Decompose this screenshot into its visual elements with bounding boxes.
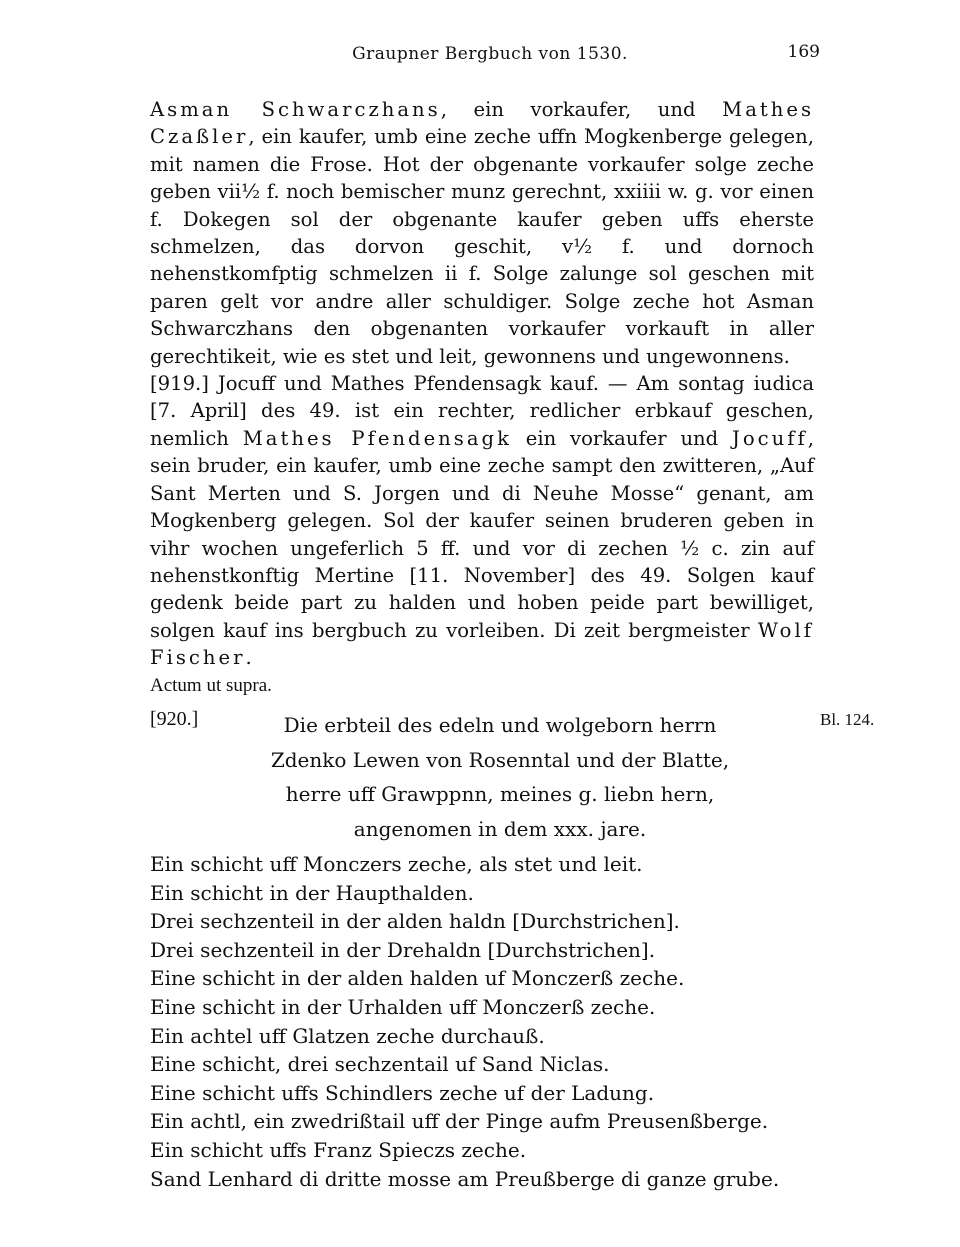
person-name: Wolf Fischer (150, 618, 814, 670)
actum-note: Actum ut supra. (150, 674, 272, 696)
person-name: Mathes Pfendensagk (242, 426, 512, 450)
entry-text: [919.] Jocuff und Mathes Pfendensagk kauf. — Am sontag iudica [7. April] des 49. ist ein rechter, redlicher erbkauf geschen, nemlich (150, 372, 814, 450)
entry-title-line: herre uff Grawppnn, meines g. liebn hern, (285, 782, 715, 806)
entry-number: [920.] (150, 708, 199, 730)
inheritance-list (150, 850, 830, 1193)
list-item: Ein achtel uff Glatzen zeche durchauß. (150, 1023, 545, 1048)
list-item: Eine schicht in der Urhalden uff Monczerß zeche. (150, 994, 656, 1019)
list-item: Eine schicht, drei sechzentail uf Sand Niclas. (150, 1052, 610, 1077)
entry-919 (150, 370, 814, 671)
paragraph-text: , ein vorkaufer, und (440, 98, 723, 121)
paragraph-sale-frose (150, 96, 814, 370)
entry-title (190, 708, 810, 846)
list-item: Eine schicht uffs Schindlers zeche uf der Ladung. (150, 1080, 655, 1105)
entry-title-line: Zdenko Lewen von Rosenntal und der Blatte, (270, 747, 730, 772)
list-item: Ein schicht uffs Franz Spieczs zeche. (150, 1137, 527, 1162)
person-name: Asman Schwarczhans (150, 98, 441, 121)
folio-reference: Bl. 124. (820, 710, 875, 729)
person-name: Jocuff (732, 426, 808, 450)
page-number: 169 (787, 42, 820, 62)
list-item: Ein schicht uff Monczers zeche, als stet und leit. (150, 852, 643, 876)
list-item: Eine schicht in der alden halden uf Monczerß zeche. (150, 966, 685, 991)
list-item: Drei sechzenteil in der alden haldn [Durchstrichen]. (150, 909, 680, 934)
entry-text: . (245, 646, 252, 670)
entry-text: , sein bruder, ein kaufer, umb eine zeche sampt den zwitteren, „Auf Sant Merten und S. Jorgen und di Neuhe Mosse“ genant, am Mogkenberg gelegen. Sol der kaufer seinen bruderen geben in vihr wochen ungeferlich 5 ff. und vor di zechen ½ c. zin auf nehenstkonftig Mertine [11. November] des 49. Solgen kauf gedenk beide part zu halden und hoben peide part bewilliget, solgen kauf ins bergbuch zu vorleiben. Di zeit bergmeister (150, 426, 814, 642)
list-item: Ein schicht in der Haupthalden. (150, 880, 474, 905)
paragraph-text: , ein kaufer, umb eine zeche uffn Mogkenberge gelegen, mit namen die Frose. Hot der obgenante vorkaufer solge zeche geben vii½ f. noch bemischer munz gerechnt, xxiiii w. g. vor einen f. Dokegen sol der obgenante kaufer geben uffs eherste schmelzen, das dorvon geschit, v½ f. und dornoch nehenstkomfptig schmelzen ii f. Solge zalunge sol geschen mit paren gelt vor andre aller schuldiger. Solge zeche hot Asman Schwarczhans den obgenanten vorkaufer vorkauft in aller gerechtikeit, wie es stet und leit, gewonnens und ungewonnens. (150, 125, 814, 368)
list-item: Ein achtl, ein zwedrißtail uff der Pinge aufm Preusenßberge. (150, 1109, 769, 1134)
list-item: Drei sechzenteil in der Drehaldn [Durchstrichen]. (150, 937, 656, 962)
entry-text: ein vorkaufer und (511, 426, 733, 450)
entry-title-line: Die erbteil des edeln und wolgeborn herrn (283, 713, 717, 737)
entry-title-line: angenomen in dem xxx. jare. (353, 816, 647, 841)
running-title: Graupner Bergbuch von 1530. (352, 44, 628, 64)
main-text (150, 96, 814, 699)
person-name: Mathes Czaßler (150, 98, 815, 149)
list-item: Sand Lenhard di dritte mosse am Preußberge di ganze grube. (150, 1166, 780, 1191)
